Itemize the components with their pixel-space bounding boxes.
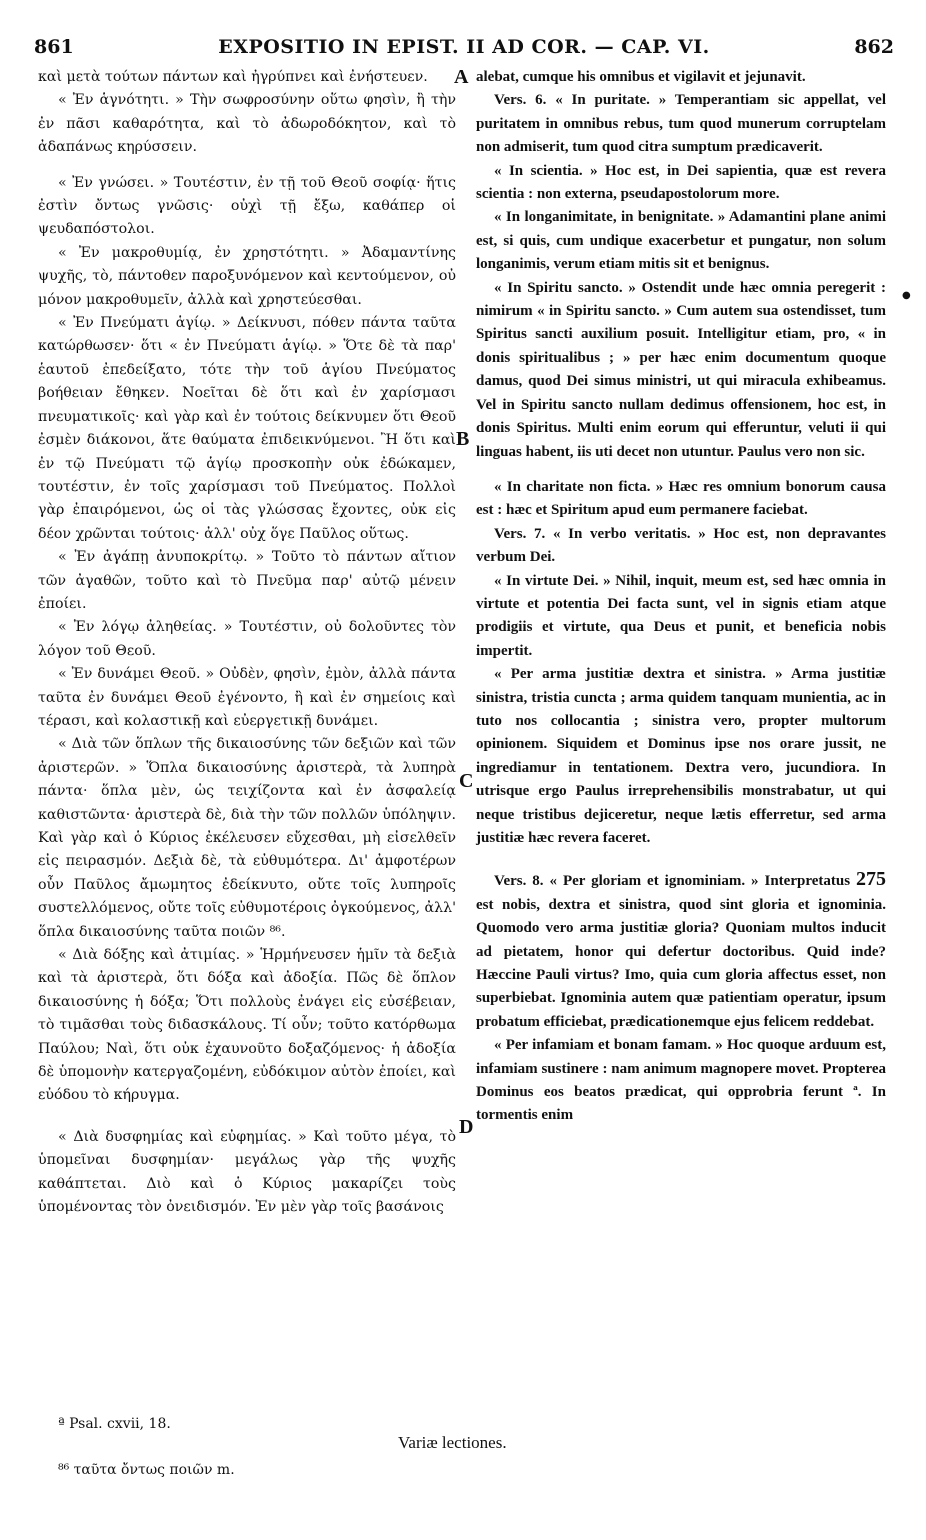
latin-column	[476, 66, 886, 1128]
latin-paragraph: « Per arma justitiæ dextra et sinistra. » Arma justitiæ sinistra, tristia cuncta ; arma quidem tanquam munientia, ac in tuto nos collocantia ; sinistra vero, propter multorum opinionem. Siquidem et Dominus ipse nos orare jussit, ne ingrediamur in tentationem. Dextra vero, jucundiora. In utrisque ergo Paulus irreprehensibilis monstrabatur, ut qui neque tristibus dejiceretur, neque lætis efferretur, sed arma justitiæ hæc revera faceret.	[476, 666, 886, 846]
right-page-number: 862	[854, 36, 894, 58]
greek-paragraph: « Ἐν μακροθυμίᾳ, ἐν χρηστότητι. » Ἀδαμαντίνης ψυχῆς, τὸ, πάντοθεν παροξυνόμενον καὶ κεντούμενον, οὐ μόνον μακροθυμεῖν, ἀλλὰ καὶ χρηστεύεσθαι.	[38, 244, 456, 308]
latin-paragraph: « Per infamiam et bonam famam. » Hoc quoque arduum est, infamiam sustinere : nam animum magnopere movet. Propterea Dominus eos beatos prædicat, qui opprobria ferunt ª. In tormentis enim	[476, 1037, 886, 1124]
latin-paragraph: Vers. 6. « In puritate. » Temperantiam sic appellat, vel puritatem in omnibus rebus, tum quod munerum corruptelam non admiserit, tum quod citra sumptum prædicaverit.	[476, 92, 886, 156]
latin-paragraph	[476, 868, 886, 1034]
latin-paragraph: « In charitate non ficta. » Hæc res omnium bonorum causa est : hæc et Spiritum apud eum permanere faciebat.	[476, 478, 886, 519]
latin-paragraph: alebat, cumque his omnibus et vigilavit et jejunavit.	[476, 69, 806, 85]
left-page-number: 861	[34, 36, 74, 58]
greek-paragraph: « Ἐν Πνεύματι ἁγίῳ. » Δείκνυσι, πόθεν πάντα ταῦτα κατώρθωσεν· ὅτι « ἐν Πνεύματι ἁγίῳ. » Ὅτε δὲ τὰ παρ' ἑαυτοῦ ἐπεδείξατο, τότε τὴν τοῦ ἁγίου Πνεύματος βοήθειαν ἔθηκεν. Νοεῖται δὲ ὅτι καὶ ἐν χαρίσμασι πνευματικοῖς· καὶ γὰρ καὶ ἐν τούτοις δείκνυμεν ὅτι Θεοῦ ἐσμὲν διάκονοι, ἅτε θαύματα ἐπιδεικνύμενοι. Ἢ ὅτι καὶ ἐν τῷ Πνεύματι τῷ ἁγίῳ προσκοπὴν οὐκ ἐδώκαμεν, τουτέστιν, ἐν τοῖς χαρίσμασι τοῦ Πνεύματος. Πολλοὶ γὰρ ἐπαιρόμενοι, ὡς οἱ τὰς γλώσσας ἔχοντες, οὐκ εἰς δέον χρῶνται τούτοις· ἀλλ' οὐχ ὅγε Παῦλος οὕτως.	[38, 315, 456, 542]
latin-paragraph: « In scientia. » Hoc est, in Dei sapientia, quæ est revera scientia : non externa, pseudapostolorum more.	[476, 162, 886, 203]
latin-paragraph: « In virtute Dei. » Nihil, inquit, meum est, sed hæc omnia in virtute et potentia Dei facta sunt, vel in signis etiam atque prodigiis et virtute, qua Deus et punit, et beneficia nobis impertit.	[476, 572, 886, 659]
footnote-psalm: ª Psal. cxvii, 18.	[58, 1416, 171, 1432]
greek-paragraph: « Διὰ δυσφημίας καὶ εὐφημίας. » Καὶ τοῦτο μέγα, τὸ ὑπομεῖναι δυσφημίαν· μεγάλως γὰρ τῆς ψυχῆς καθάπτεται. Διὸ καὶ ὁ Κύριος μακαρίζει τοὺς ὑπομένοντας τὸν ὀνειδισμόν. Ἐν μὲν γὰρ τοῖς βασάνοις	[38, 1128, 456, 1216]
greek-paragraph: « Ἐν δυνάμει Θεοῦ. » Οὐδὲν, φησὶν, ἐμὸν, ἀλλὰ πάντα ταῦτα ἐν δυνάμει Θεοῦ ἐγένοντο, ἢ καὶ ἐν σημείοις καὶ τέρασι, καὶ κολαστικῇ καὶ εὐεργετικῇ δυνάμει.	[38, 666, 456, 729]
running-title: EXPOSITIO IN EPIST. II AD COR. — CAP. VI.	[218, 36, 710, 58]
greek-paragraph: « Διὰ δόξης καὶ ἀτιμίας. » Ἡρμήνευσεν ἡμῖν τὰ δεξιὰ καὶ τὰ ἀριστερὰ, ὅτι δόξα καὶ ἀδοξία. Πῶς δὲ ὅπλον δικαιοσύνης ἡ δόξα; Ὅτι πολλοὺς ἐνάγει εἰς εὐσέβειαν, τὸ τιμᾶσθαι τοὺς διδασκάλους. Τί οὖν; τοῦτο κατόρθωμα Παύλου; Ναὶ, ὅτι οὐκ ἐχαυνοῦτο δοξαζόμενος· ἡ ἀδοξία δὲ ὑπομονὴν κατεργαζομένη, εὐδόκιμον αὐτὸν ἐποίει, καὶ εὐόδου τὸ κήρυγμα.	[38, 947, 456, 1104]
margin-letter-a: A	[454, 66, 469, 88]
column-number: 275	[856, 868, 886, 891]
footnote-variant: ⁸⁶ ταῦτα ὄντως ποιῶν m.	[58, 1462, 235, 1478]
latin-vers8-rest: est nobis, dextra et sinistra, quod sint gloria et ignominia. Quomodo vero arma justitiæ gloria? Quoniam multos inducit ad pietatem, honor qui defertur doctoribus. Quid inde? Hæccine Pauli virtus? Imo, quia cum gloria affectus esset, non superbiebat. Ignominia autem quæ patientiam operatur, ipsum probatum efficiebat, prædicationemque ejus felicem reddebat.	[476, 896, 886, 1030]
margin-letter-d: D	[459, 1116, 474, 1138]
margin-letter-b: B	[456, 428, 470, 450]
latin-paragraph: Vers. 7. « In verbo veritatis. » Hoc est, non depravantes verbum Dei.	[476, 525, 886, 566]
greek-paragraph: « Ἐν γνώσει. » Τουτέστιν, ἐν τῇ τοῦ Θεοῦ σοφίᾳ· ἥτις ἐστὶν ὄντως γνῶσις· οὐχὶ τῇ ἔξω, καθάπερ οἱ ψευδαπόστολοι.	[38, 174, 456, 238]
greek-column	[38, 66, 456, 1220]
latin-paragraph: « In longanimitate, in benignitate. » Adamantini plane animi est, si quis, cum undique exacerbetur et pungatur, non solum longanimis, verum etiam mitis sit et benignus.	[476, 209, 886, 273]
greek-paragraph: « Ἐν ἀγάπῃ ἀνυποκρίτῳ. » Τοῦτο τὸ πάντων αἴτιον τῶν ἀγαθῶν, τοῦτο καὶ τὸ Πνεῦμα παρ' αὐτῷ μένειν ἐποίει.	[38, 549, 456, 612]
greek-paragraph: καὶ μετὰ τούτων πάντων καὶ ἠγρύπνει καὶ ἐνήστευεν.	[38, 69, 428, 85]
greek-paragraph: « Ἐν ἁγνότητι. » Τὴν σωφροσύνην οὕτω φησὶν, ἢ τὴν ἐν πᾶσι καθαρότητα, καὶ τὸ ἀδωροδόκητον, καὶ τὸ ἀδαπάνως κηρύσσειν.	[38, 92, 456, 156]
margin-letter-c: C	[459, 770, 474, 792]
variae-lectiones-heading: Variæ lectiones.	[398, 1433, 507, 1452]
latin-vers8-intro: Vers. 8. « Per gloriam et ignominiam. » Interpretatus	[494, 873, 851, 890]
margin-bullet-icon: ●	[902, 290, 911, 301]
latin-paragraph: « In Spiritu sancto. » Ostendit unde hæc omnia peregerit : nimirum « in Spiritu sancto. » Cum autem sua ostendisset, tum Spiritus sancti auxilium posuit. Intelligitur etiam, pro, « in donis spiritualibus ; » per hæc enim documentum quoque damus, quod Dei simus ministri, ut qui miracula exhibeamus. Vel in Spiritu sancto nullam dedimus offensionem, hoc est, in donis Spiritus. Multi enim eorum qui efferuntur, veluti ii qui linguas habent, iis uti decet non utuntur. Paulus vero non sic.	[476, 279, 886, 460]
greek-paragraph: « Ἐν λόγῳ ἀληθείας. » Τουτέστιν, οὐ δολοῦντες τὸν λόγον τοῦ Θεοῦ.	[38, 619, 456, 659]
greek-paragraph: « Διὰ τῶν ὅπλων τῆς δικαιοσύνης τῶν δεξιῶν καὶ τῶν ἀριστερῶν. » Ὅπλα δικαιοσύνης ἀριστερὰ, τὰ λυπηρὰ πάντα· ὅπλα μὲν, ὡς τειχίζοντα καὶ ἐν ἀσφαλείᾳ καθιστῶντα· ἀριστερὰ δὲ, διὰ τὴν τῶν πολλῶν ὑπόληψιν. Καὶ γὰρ καὶ ὁ Κύριος ἐκέλευσεν εὔχεσθαι, μὴ εἰσελθεῖν εἰς πειρασμόν. Δεξιὰ δὲ, τὰ εὐθυμότερα. Δι' ἀμφοτέρων οὖν Παῦλος ἄμωμητος ἐδείκνυτο, οὔτε τοῖς λυπηροῖς συστελλόμενος, οὔτε τοῖς εὐθυμοτέροις ὀγκούμενος, ἀλλ' ὅπλα δικαιοσύνης ταῦτα ποιῶν ⁸⁶.	[38, 736, 456, 940]
page-header	[34, 36, 894, 66]
